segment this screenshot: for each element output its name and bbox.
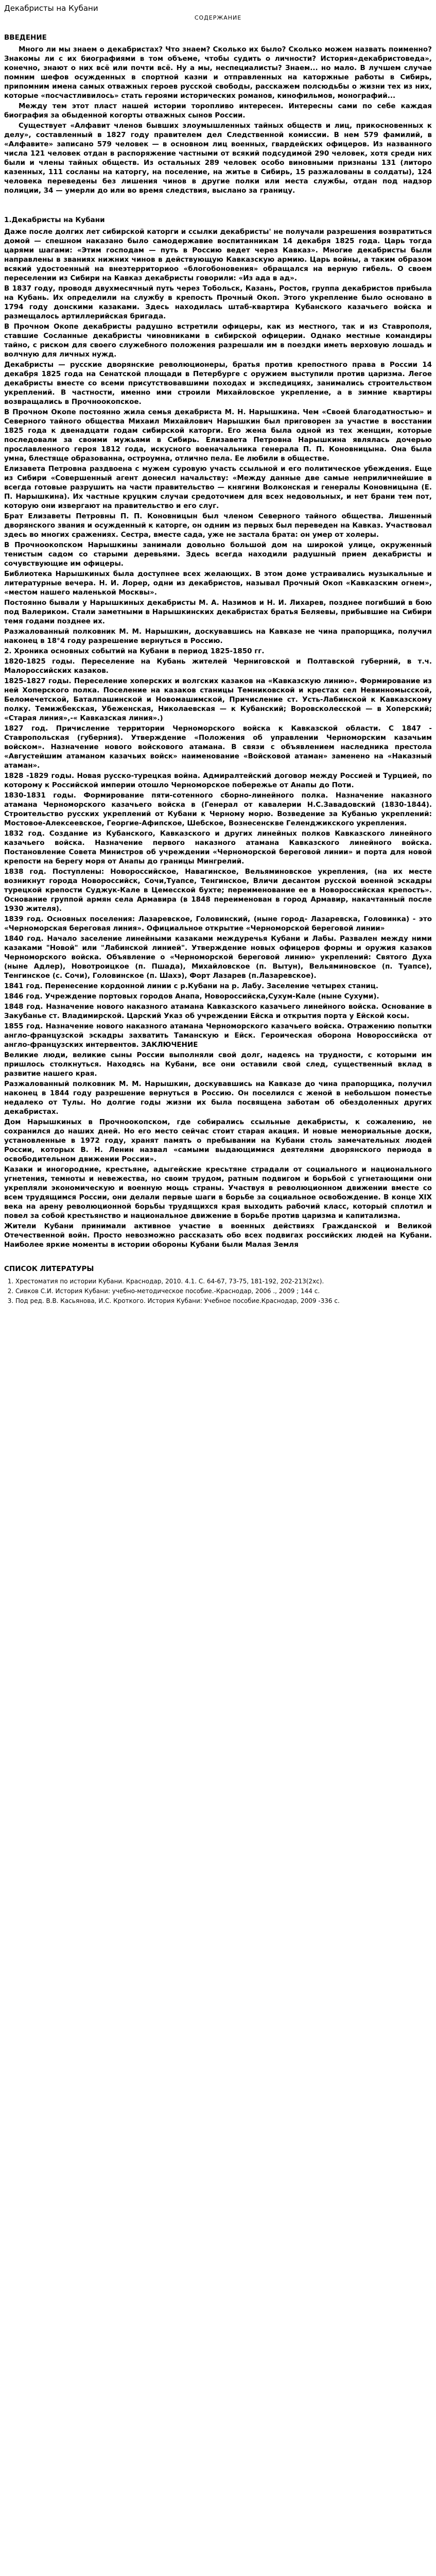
references-list — [4, 1277, 432, 1306]
intro-paragraph: Существует «Алфавит членов бывших злоумышленных тайных обществ и лиц, прикосновенных к делу», составленный в 1827 году правителем дел Следственной комиссии. В нем 579 фамилий, в «Алфавите» записано 579 человек — в основном лиц военных, гвардейских офицеров. Из названного числа 121 человек отдан в распоряжение частными от всякий подсудимой 290 человек, хотя среди них были и члены тайных обществ. Из остальных 289 человек особо виновными признаны 131 (литоро казенных, 111 сосланы на каторгу, на поселение, на житье в Сибирь, 15 разжалованы в солдаты), 124 человека переведены без лишения чинов в другие полки или места службы, отдан под надзор полиции, 34 — умерли до или во время следствия, выслано за границу. — [4, 122, 434, 195]
body-paragraph: 1841 год. Перенесение кордонной линии с р.Кубани на р. Лабу. Заселение четырех станиц. — [4, 982, 378, 990]
body-paragraph: Постоянно бывали у Нарышкиных декабристы М. А. Назимов и Н. И. Лихарев, позднее погибший в бою под Валериком. Стали заметными в Нарышкинских декабристах братья Беляевы, прибывшие на Сибири темя годами позднее их. — [4, 599, 434, 625]
body-paragraph: 1832 год. Создание из Кубанского, Кавказского и других линейных полков Кавказского линейного казачьего войска. Назначение первого наказного атамана Кавказского линейного войска. Постановление Совета Министров об учреждении «Черноморской береговой линии» и порта для новой крепости на берегу моря от Анапы до границы Мингрелий. — [4, 829, 434, 866]
body-paragraph: 1825-1827 годы. Переселение хоперских и волгских казаков на «Кавказскую линию». Формирование из ней Хоперского полка. Поселение на казаков станицы Темниковской и крестах сел Невинномысской, Беломечетской, Баталпашинской и Новомашимской, Причисление ст. Усть-Лабинской к Кавказскому полку. Темижбекская, Убеженская, Николаевская — к Кубанский; Воровсколесской — в Хоперский; «Старая линия»,-« Кавказская линия».) — [4, 677, 434, 722]
body-paragraph: В 1837 году, проводя двухмесячный путь через Тобольск, Казань, Ростов, группа декабристов прибыла на Кубань. Их определили на службу в крепость Прочный Окоп. Этого укрепление было основано в 1794 году донскими казаками. Здесь находилась штаб-квартира Кубанского казачьего войска и размещалось артиллерийская бригада. — [4, 284, 434, 320]
body-paragraph: Библиотека Нарышкиных была доступнее всех желающих. В этом доме устраивались музыкальные и литературные вечера. Н. И. Лорер, одни из декабристов, называл Прочный Окоп «Кавказским огнем», «местом нашего маленькой Москвы». — [4, 570, 434, 597]
body-paragraph: 1848 год. Назначение нового наказного атамана Кавказского казачьего линейного войска. Основание в Закубанье ст. Владимирской. Царский Указ об учреждении Ейска и открытия порта у Ейской косы. — [4, 1003, 434, 1020]
reference-item: 2. Сивков С.И. История Кубани: учебно-методическое пособие.-Краснодар, 2006 ., 2009 ; 144 с. — [15, 1287, 432, 1296]
body-paragraph: В Прочноокопском Нарышкины занимали довольно большой дом на широкой улице, окруженный тенистым садом со старыми деревьями. Здесь всегда находили радушный прием декабристы и сочувствующие им офицеры. — [4, 541, 434, 568]
body-paragraph: В Прочном Окопе декабристы радушно встретили офицеры, как из местного, так и из Ставрополя, ставшие Сосланные декабристы чиновниками в сибирской офицерии. Однако местные командиры тайно, с риском для своего служебного положения разрешали им в поездки иметь верховую лошадь и волчную для личных нужд. — [4, 323, 434, 359]
body-paragraph: Дом Нарышкиных в Прочноокопском, где собирались ссыльные декабристы, к сожалению, не сохранился до наших дней. Но его место сейчас стоит старая акация. И новые мемориальные доски, установленные в 1972 году, хранят память о пребывании на Кубани столь замечательных людей России, которых В. Н. Ленин назвал «самыми выдающимися деятелями дворянского периода в освободительном движении России». — [4, 1118, 434, 1163]
reference-item: 3. Под ред. В.В. Касьянова, И.С. Кроткого. История Кубани: Учебное пособие.Краснодар, 2009 -336 с. — [15, 1297, 432, 1306]
section-1-body — [4, 227, 432, 1249]
body-paragraph: Декабристы — русские дворянские революционеры, братья против крепостного права в России 14 декабря 1825 года на Сенатской площади в Петербурге с оружием выступили против царизма. Легое декабристы вместе со всеми присутствовавшими походах и экспедициях, занимались строительством укреплений. В частности, именно ими строили Михайловское укрепление, а в зимние квартиры возвращались в Прочноокопское. — [4, 361, 434, 406]
intro-title: ВВЕДЕНИЕ — [4, 33, 47, 42]
body-paragraph: 1838 год. Поступлены: Новороссийское, Навагинское, Вельяминовское укрепления, (на их месте возникнут города Новороссийск, Сочи,Туапсе, Тенгинское, Вличи десантом русской военной эскадры турецкой крепости Суджук-Кале в Цемесской бухте; переименование ее в Новороссийская крепость». Основание группой армян села Армавира (в 1848 переименован в город Армавир, накачтанный после 1930 жителя). — [4, 868, 434, 913]
body-paragraph: Казаки и иногородние, крестьяне, адыгейские кресьтяне страдали от социального и национального угнетения, темноты и невежества, но своим трудом, ратным подвигом и борьбой с угнетающими они укрепляли экономическую и военную мощь страны. Участвуя в революционном движении вместе со всем трудящимся России, они делали первые шаги в борьбе за социальное освобождение. В конце XIX века на арену революционной борьбы трудящихся края выходить рабочий класс, который сплотил и повел за собой крестьянство и национальное движение в борьбе против царизма и капитализма. — [4, 1165, 434, 1220]
body-paragraph: Брат Елизаветы Петровны П. П. Коновницын был членом Северного тайного общества. Лишенный дворянского звания и осужденный к каторге, он одним из первых был переведен на Кавказ. Участвовал здесь во многих сражениях. Сестра, вместе сада, уже не застала брата: он умер от холеры. — [4, 512, 434, 539]
body-paragraph: Елизавета Петровна раздвоена с мужем суровую участь ссыльной и его политическое убеждения. Еще из Сибири «Совершенный агент донесил начальству: «Между данные две самые неприличнейшие в всегда готовые разрушить на части правительство — княгини Волконская и генералы Коновницына (Е. П. Нарышкина). Их частные круцким случаи средоточием для всех недовольных, и нет брани тем пот, которую они извергают на правительство и его слуг. — [4, 465, 434, 510]
section-1-title: 1.Декабристы на Кубани — [4, 216, 105, 224]
body-paragraph: 1846 год. Учреждение портовых городов Анапа, Новороссийска,Сухум-Кале (ныне Сухуми). — [4, 992, 379, 1001]
body-paragraph: 1827 год. Причисление территории Черноморского войска к Кавказской области. С 1847 - Ставропольская (губерния). Утверждение «Положения об управлении Черноморским казачьим войском». Назначение нового войскового атамана. В связи с объявлением наследника престола «Августейшим атаманом казачьих войск» наименование «Войсковой атаман» заменено на «Наказный атаман». — [4, 724, 434, 770]
intro-paragraph: Много ли мы знаем о декабристах? Что знаем? Сколько их было? Сколько можем назвать поименно? Знакомы ли с их биографиями в том объеме, чтобы судить о личности? История«декабристоведа», конечно, знают о них всё или почти всё. Ну а мы, неспециалисты? Знаем... но мало. В лучшем случае помним шефов осужденных в спортной казни и отправленных на каторжные работы в Сибирь, припомним имена самых отважных героев русской свободы, расскажем полсюдьбы о жизни тех из них, которые «посчастливилось» стать героями исторических романов, кинофильмов, монографий... — [4, 45, 434, 100]
body-paragraph: 1830-1831 годы. Формирование пяти-сотенного сборно-линейного полка. Назначение наказного атамана Черноморского казачьего войска в (Генерал от кавалерии Н.С.Завадовский (1830-1844). Строительство русских укреплений от Кубани к Черному морю. Возведение за Кубанью укреплений: Мостовое-Алексеевское, Георгие-Афипское, Шебское, Вознесенскве Геленджикского укрепления. — [4, 791, 434, 827]
table-of-contents-label: СОДЕРЖАНИЕ — [194, 14, 242, 21]
body-paragraph: 1820-1825 годы. Переселение на Кубань жителей Черниговской и Полтавской губерний, в т.ч. Малороссийских казаков. — [4, 657, 434, 675]
body-paragraph: Разжалованный полковник М. М. Нарышкин, доскувавшись на Кавказе не чина прапорщика, получил наконец в 18°4 году разрешение вернуться в Россию. — [4, 628, 434, 645]
body-paragraph: Жители Кубани принимали активное участие в военных действиях Гражданской и Великой Отечественной войн. Просто невозможно рассказать обо всех подвигах российских людей на Кубани. Наиболее яркие моменты в истории обороны Кубани были Малая Земля — [4, 1222, 434, 1249]
body-paragraph: 1839 год. Основных поселения: Лазаревское, Головинский, (ныне город- Лазаревска, Головинка) - это «Черноморская береговая линия». Официальное открытие «Черноморской береговой линии» — [4, 915, 434, 933]
body-paragraph: 1840 год. Начало заселение линейными казаками междуречья Кубани и Лабы. Развален между ними казаками "Новой" или "Лабинской линией". Утверждение новых офицеров формы и оружия казаков Черноморского войска. Объявление о «Черноморской береговой линию» укреплений: Святого Духа (ныне Адлер), Новотроицкое (п. Пшада), Михайловское (п. Вытун), Вельяминовское (п. Туапсе), Тенгинское (с. Сочи), Головинское (п. Шахэ), Форт Лазарев (п.Лазаревское). — [4, 935, 434, 980]
intro-paragraph: Между тем этот пласт нашей истории торопливо интересен. Интересны сами по себе каждая биография за обыденной когорты отважных сынов России. — [4, 102, 434, 120]
references-title: СПИСОК ЛИТЕРАТУРЫ — [4, 1265, 94, 1273]
body-paragraph: 2. Хроника основных событий на Кубани в период 1825-1850 гг. — [4, 647, 265, 655]
body-paragraph: 1828 -1829 годы. Новая русско-турецкая война. Адмиралтейский договор между Россией и Турцией, по которому к Российской империи отошло Черноморское побережье от Анапы до Поти. — [4, 772, 434, 789]
body-paragraph: Разжалованный полковник М. М. Нарышкин, доскувавшись на Кавказе до чина прапорщика, получил наконец в 1844 году разрешение вернуться в Россию. Он поселился с женой в небольшом поместье недалеко от Тулы. Но долгие годы жизни их была посвящена заботам об обездоленных других декабристах. — [4, 1080, 434, 1116]
body-paragraph: В Прочном Окопе постоянно жила семья декабриста М. Н. Нарышкина. Чем «Своей благодатностью» и Северного тайного общества Михаил Михайлович Нарышкин был приговорен за участие в восстании 1825 года к двенадцати годам сибирской каторги. Его жена была одной из тех женщин, которые последовали за своими мужьями в Сибирь. Елизавета Петровна Нарышкина являлась дочерью прославленного героя 1812 года, искусного военачальника генерала П. П. Коновницына. Она была умна, блестяще образованна, остроумна, отлично пела. Ее любили в обществе. — [4, 408, 434, 463]
body-paragraph: 1855 год. Назначение нового наказного атамана Черноморского казачьего войска. Отражению попытки англо-французской эскадры захватить Таманскую и Ейск. Героическая оборона Новороссийска от англо-французских интервентов. ЗАКЛЮЧЕНИЕ — [4, 1022, 434, 1049]
document-title: Декабристы на Кубани — [4, 4, 98, 13]
body-paragraph: Великие люди, великие сыны России выполняли свой долг, надеясь на трудности, с которыми им пришлось столкнуться. Находясь на Кубани, все они оставили свой след, существенный вклад в развитие нашего края. — [4, 1051, 434, 1078]
body-paragraph: Даже после долгих лет сибирской каторги и ссылки декабристы' не получали разрешения возвратиться домой — спешном наказано было самодержавие воспитанникам 14 декабря 1825 года. Царь тогда царями шагами: «Этим господам — путь в Россию ведет через Кавказ». Многие декабристы были направлены в званиях нижних чинов в действующую Кавказскую армию. Царь войны, а таким образом всякий удостоенный на внеэтерриториоо «блогобоновения» обращался на верную гибель. О своем переселении из Сибири на Кавказ декабристы говорили: «Из ада в ад». — [4, 228, 434, 282]
reference-item: 1. Хрестоматия по истории Кубани. Краснодар, 2010. 4.1. С. 64-67, 73-75, 181-192, 202-213(2хс). — [15, 1277, 432, 1286]
